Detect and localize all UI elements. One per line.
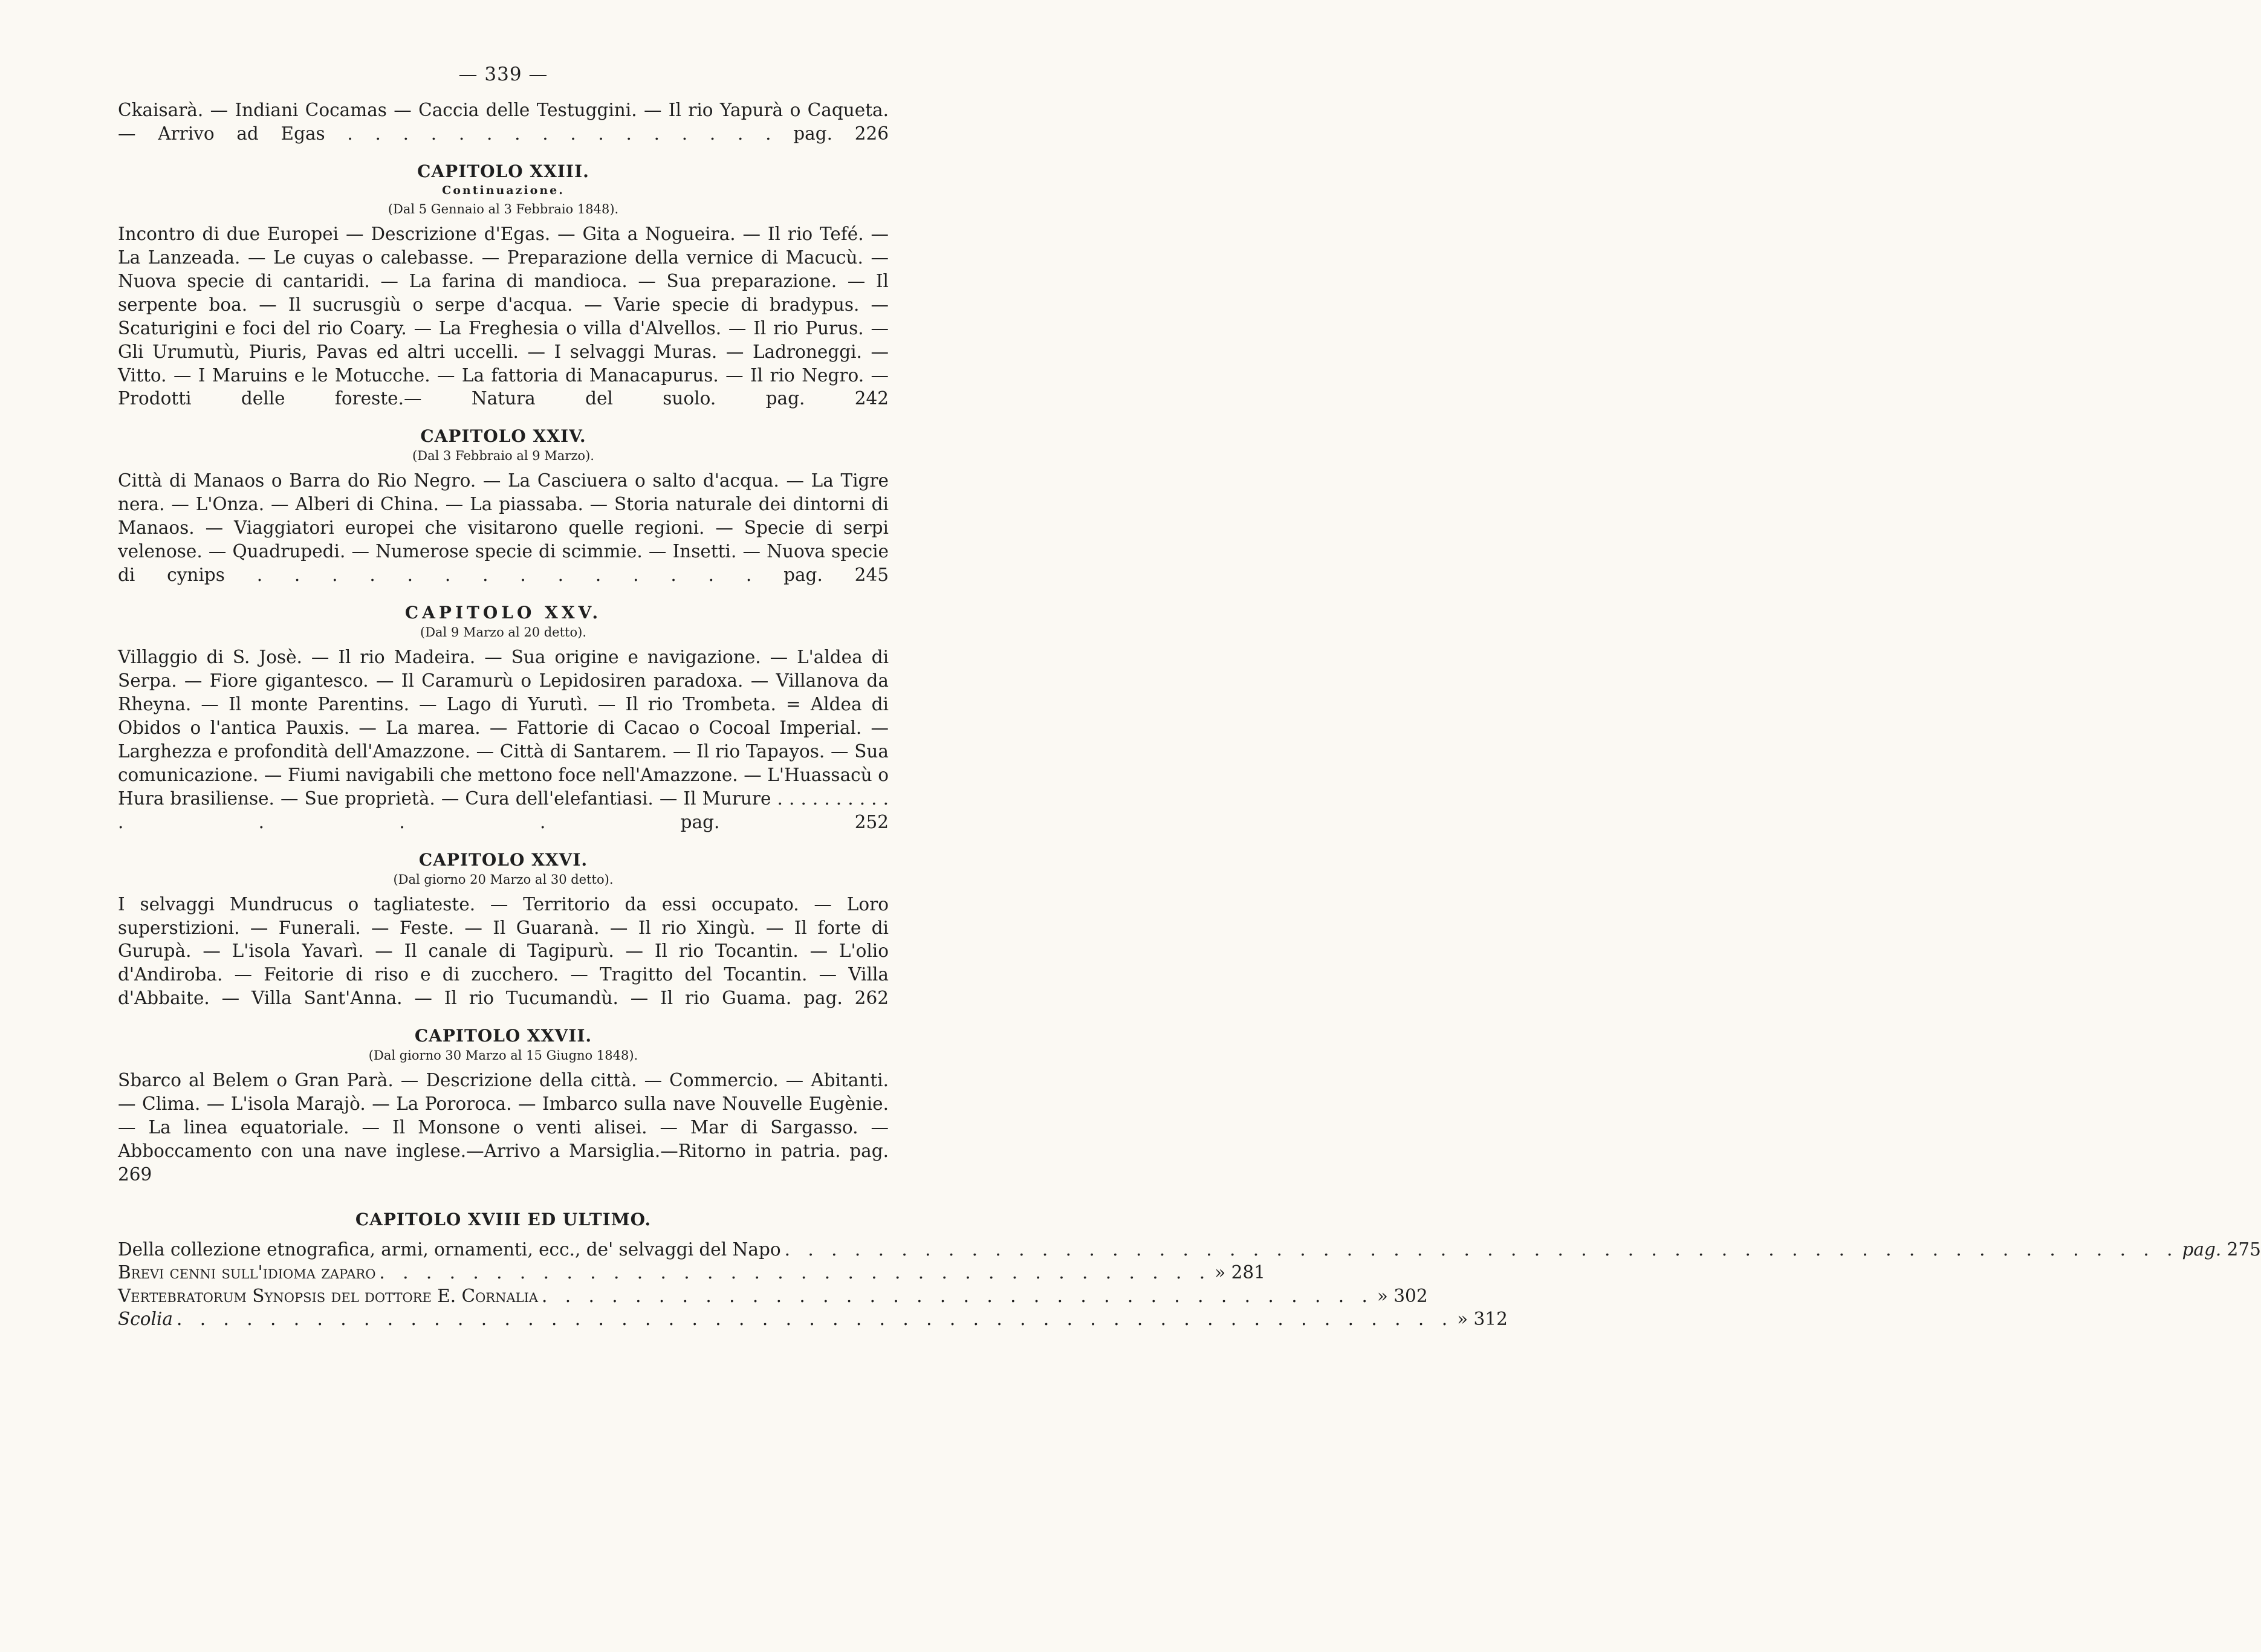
chapter-xxv <box>118 603 889 834</box>
chapter-xxvi <box>118 850 889 1011</box>
toc-entry-label: Vertebratorum Synopsis del dottore E. Cornalia <box>118 1285 539 1306</box>
toc-page-prefix: » <box>1377 1285 1388 1306</box>
chapter-title: CAPITOLO XXIII. <box>417 161 589 181</box>
chapter-final <box>118 1209 2261 1330</box>
toc-page-prefix: pag. <box>2182 1239 2222 1260</box>
toc-page-number: 281 <box>1231 1262 1265 1283</box>
toc-page-prefix: » <box>1215 1262 1226 1283</box>
chapter-title: CAPITOLO XXIV. <box>420 426 586 447</box>
chapter-summary: Città di Manaos o Barra do Rio Negro. — La Casciuera o salto d'acqua. — La Tigre nera. — L'Onza. — Alberi di China. — La piassaba. — Storia naturale dei dintorni di Manaos. — Viaggiatori europei che visitarono quelle regioni. — Specie di serpi velenose. — Quadrupedi. — Numerose specie di scimmie. — Insetti. — Nuova specie di cynips . . . . . . . . . . . . . . pag. 245 <box>118 470 889 586</box>
chapter-summary: I selvaggi Mundrucus o tagliateste. — Territorio da essi occupato. — Loro superstizioni. — Funerali. — Feste. — Il Guaranà. — Il rio Xingù. — Il forte di Gurupà. — L'isola Yavarì. — Il canale di Tagipurù. — Il rio Tocantin. — L'olio d'Andiroba. — Feitorie di riso e di zucchero. — Tragitto del Tocantin. — Villa d'Abbaite. — Villa Sant'Anna. — Il rio Tucumandù. — Il rio Guama. pag. 262 <box>118 893 889 1009</box>
toc-page-prefix: » <box>1457 1308 1468 1329</box>
toc-entry-label: Brevi cenni sull'idioma zaparo <box>118 1262 376 1283</box>
chapter-xxiv <box>118 426 889 587</box>
chapter-summary: Villaggio di S. Josè. — Il rio Madeira. — Sua origine e navigazione. — L'aldea di Serpa. — Fiore gigantesco. — Il Caramurù o Lepidosiren paradoxa. — Villanova da Rheyna. — Il monte Parentins. — Lago di Yurutì. — Il rio Trombeta. = Aldea di Obidos o l'antica Pauxis. — La marea. — Fattorie di Cacao o Cocoal Imperial. — Larghezza e profondità dell'Amazzone. — Città di Santarem. — Il rio Tapayos. — Sua comunicazione. — Fiumi navigabili che mettono foce nell'Amazzone. — L'Huassacù o Hura brasiliense. — Sue proprietà. — Cura dell'elefantiasi. — Il Murure . . . . . . . . . . . . . . pag. 252 <box>118 647 889 832</box>
toc-entry <box>118 1307 1508 1330</box>
toc-leader-dots: . . . . . . . . . . . . . . . . . . . . . . . . . . . . . . . . . . . . <box>379 1262 1212 1283</box>
toc-entry <box>118 1238 2261 1261</box>
toc-entry-label: Scolia <box>118 1308 173 1329</box>
chapter-xxii-tail-text: Ckaisarà. — Indiani Cocamas — Caccia delle Testuggini. — Il rio Yapurà o Caqueta. — Arrivo ad Egas . . . . . . . . . . . . . . . . pag. 226 <box>118 100 889 144</box>
toc-entry-label: Della collezione etnografica, armi, ornamenti, ecc., de' selvaggi del Napo <box>118 1239 781 1260</box>
toc-entry-page <box>1215 1261 1265 1284</box>
chapter-date-range: (Dal giorno 20 Marzo al 30 detto). <box>393 872 614 887</box>
chapter-date-range: (Dal 5 Gennaio al 3 Febbraio 1848). <box>388 201 619 216</box>
chapter-xxvii <box>118 1026 889 1187</box>
toc-leader-dots: . . . . . . . . . . . . . . . . . . . . . . . . . . . . . . . . . . . . <box>542 1285 1374 1306</box>
toc-entry-page <box>2182 1238 2261 1261</box>
document-page <box>118 63 2261 1330</box>
chapter-title: CAPITOLO XXVI. <box>418 849 588 870</box>
chapter-summary: Incontro di due Europei — Descrizione d'Egas. — Gita a Nogueira. — Il rio Tefé. — La Lanzeada. — Le cuyas o calebasse. — Preparazione della vernice di Macucù. — Nuova specie di cantaridi. — La farina di mandioca. — Sua preparazione. — Il serpente boa. — Il sucrusgiù o serpe d'acqua. — Varie specie di bradypus. — Scaturigini e foci del rio Coary. — La Freghesia o villa d'Alvellos. — Il rio Purus. — Gli Urumutù, Piuris, Pavas ed altri uccelli. — I selvaggi Muras. — Ladroneggi. — Vitto. — I Maruins e le Motucche. — La fattoria di Manacapurus. — Il rio Negro. — Prodotti delle foreste.— Natura del suolo. pag. 242 <box>118 223 889 409</box>
toc-page-number: 275 <box>2227 1239 2261 1260</box>
chapter-title: CAPITOLO XVIII ED ULTIMO. <box>355 1209 652 1229</box>
chapter-xxiii <box>118 161 889 411</box>
toc-leader-dots: . . . . . . . . . . . . . . . . . . . . . . . . . . . . . . . . . . . . . . . . . . . . . . . . . . . . . . . . . . . . <box>784 1239 2179 1260</box>
chapter-date-range: (Dal 3 Febbraio al 9 Marzo). <box>412 449 594 464</box>
chapter-title: CAPITOLO XXV. <box>404 603 602 623</box>
toc-entry-page <box>1377 1284 1428 1307</box>
toc-entry-page <box>1457 1307 1508 1330</box>
toc-entry <box>118 1284 1428 1307</box>
chapter-date-range: (Dal 9 Marzo al 20 detto). <box>420 625 586 640</box>
chapter-title: CAPITOLO XXVII. <box>414 1026 592 1046</box>
toc-entry <box>118 1261 1265 1284</box>
page-number: — 339 — <box>458 63 548 85</box>
toc-page-number: 312 <box>1473 1308 1508 1329</box>
toc-leader-dots: . . . . . . . . . . . . . . . . . . . . . . . . . . . . . . . . . . . . . . . . . . . . . . . . . . . . . . . <box>176 1308 1454 1329</box>
toc-page-number: 302 <box>1393 1285 1428 1306</box>
chapter-summary: Sbarco al Belem o Gran Parà. — Descrizione della città. — Commercio. — Abitanti. — Clima. — L'isola Marajò. — La Pororoca. — Imbarco sulla nave Nouvelle Eugènie. — La linea equatoriale. — Il Monsone o venti alisei. — Mar di Sargasso. — Abboccamento con una nave inglese.—Arrivo a Marsiglia.—Ritorno in patria. pag. 269 <box>118 1070 889 1185</box>
chapter-subtitle: Continuazione. <box>442 183 565 197</box>
chapter-date-range: (Dal giorno 30 Marzo al 15 Giugno 1848). <box>368 1048 638 1063</box>
